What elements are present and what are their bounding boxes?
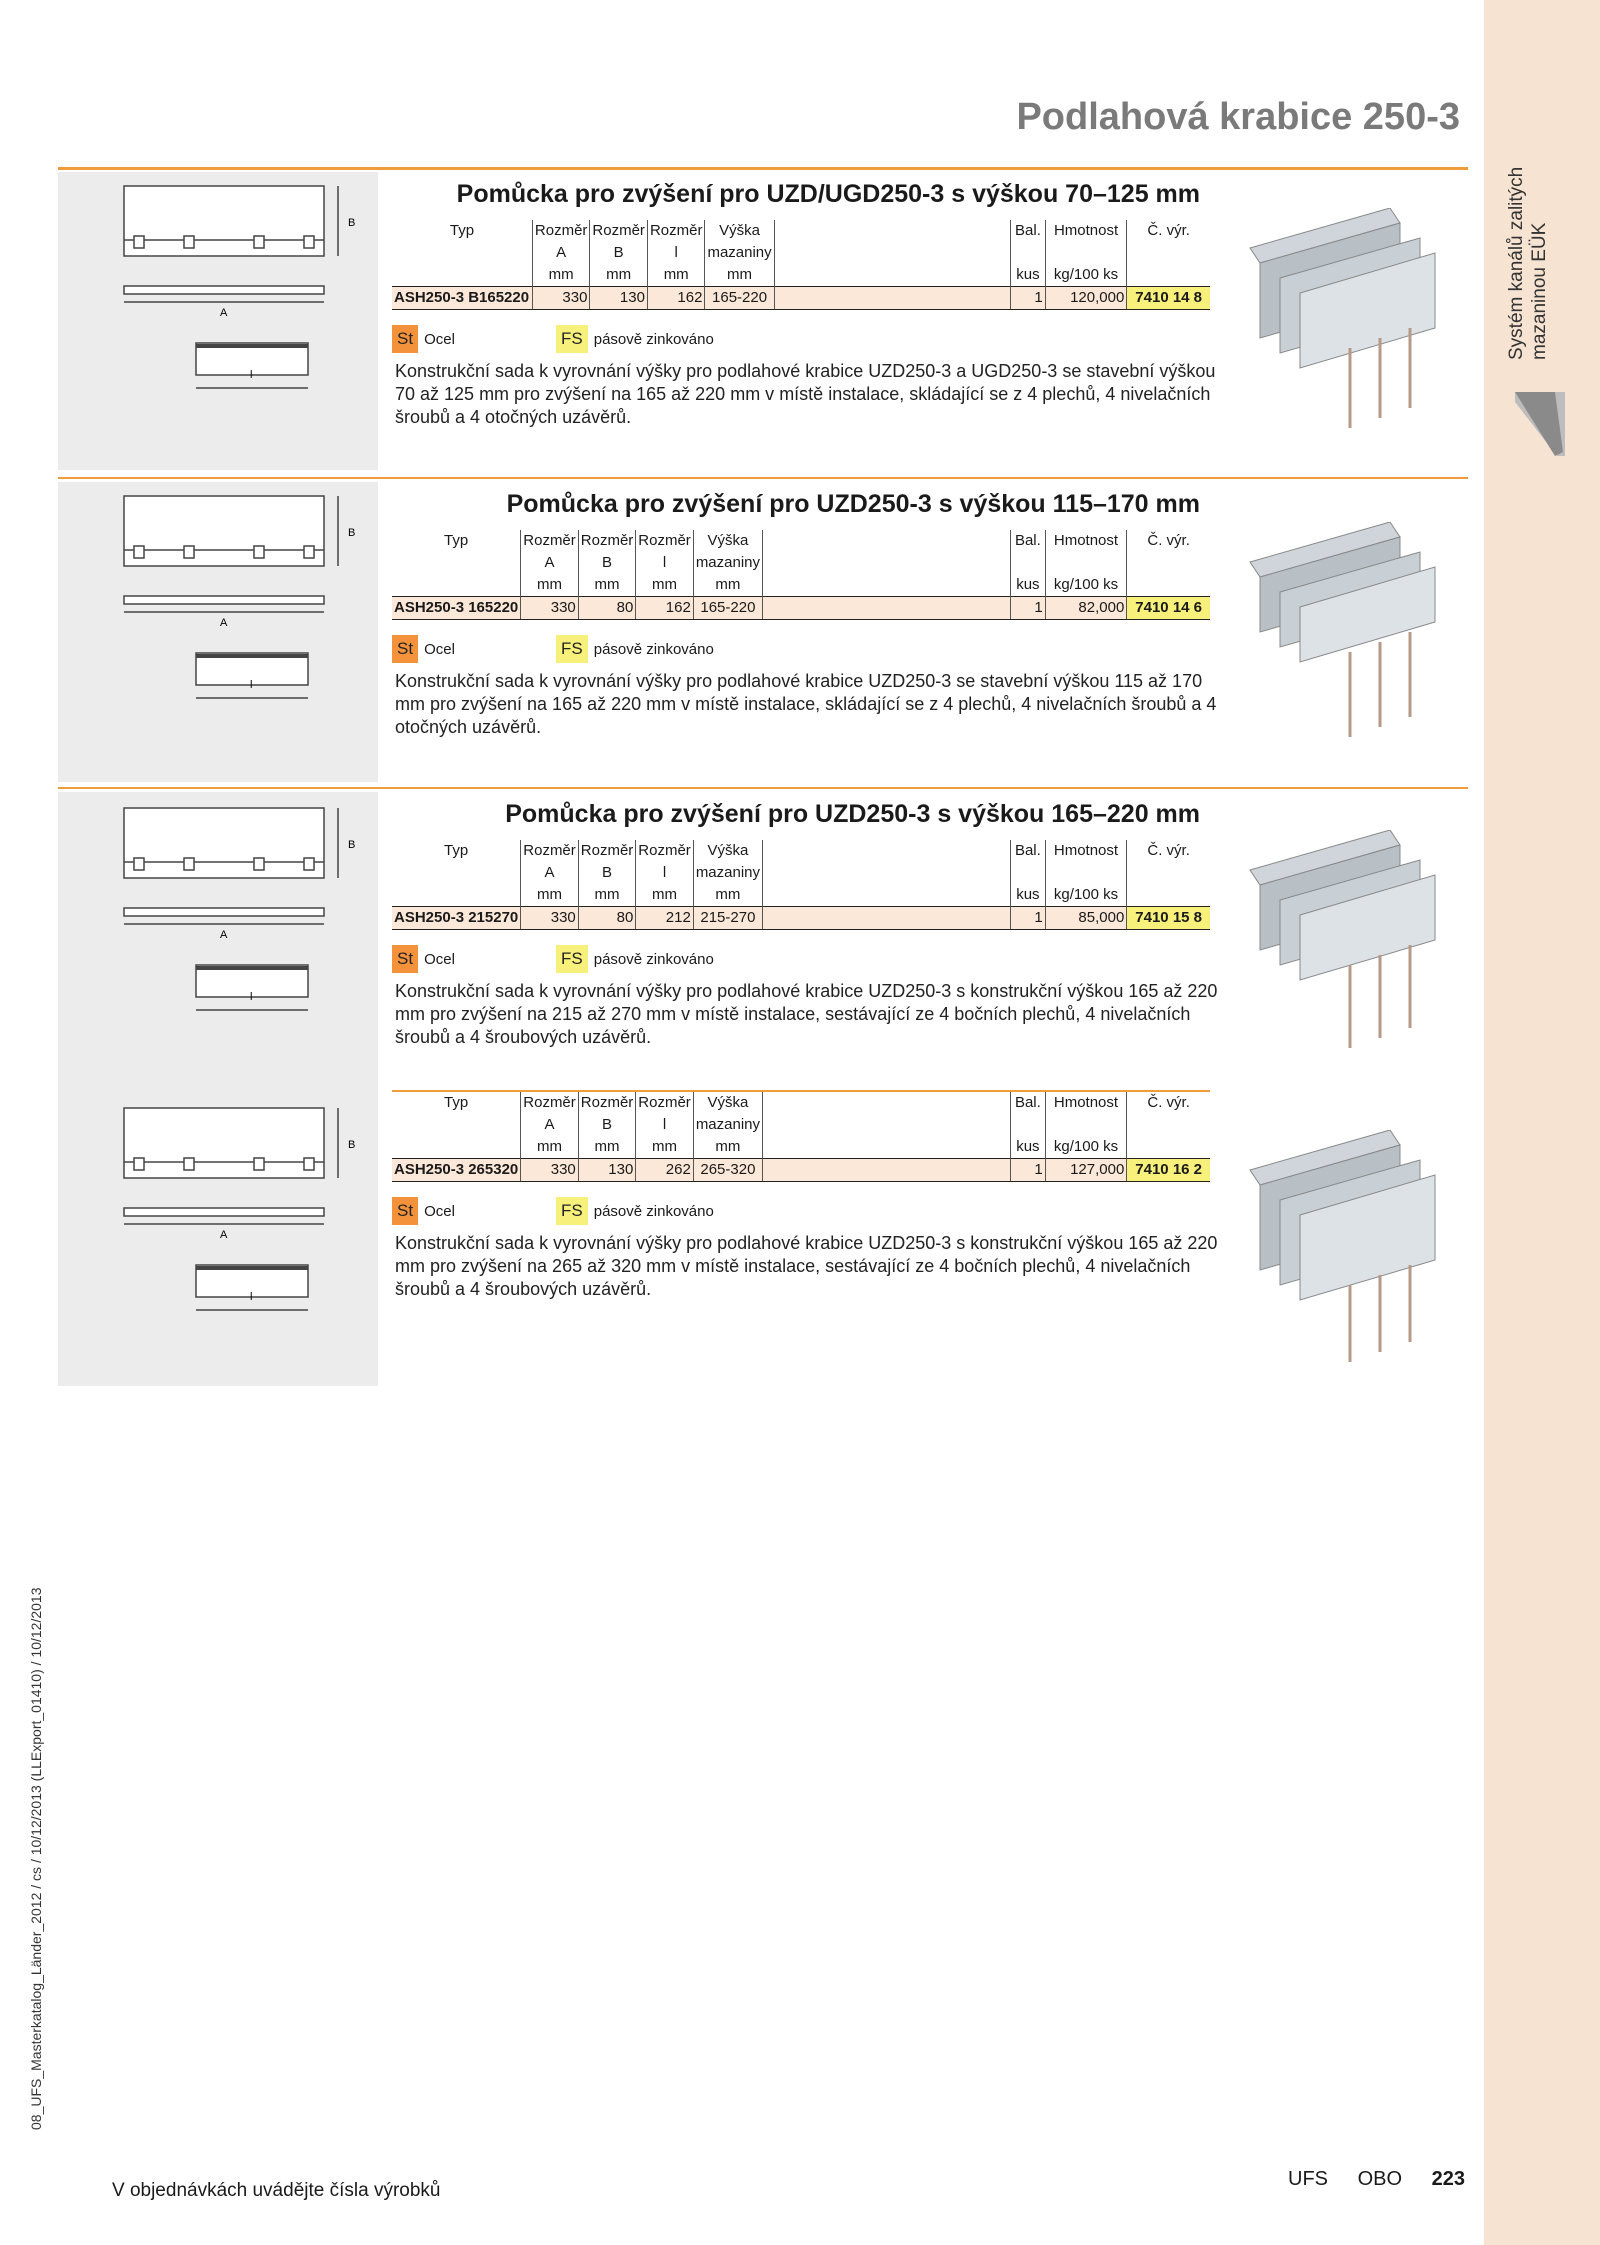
dim-label-l: l [250,991,253,1003]
header-b: Rozměr B [578,530,636,574]
page-title: Podlahová krabice 250-3 [1016,96,1460,138]
header-bal: Bal. [1011,220,1046,264]
section-divider [58,167,1468,170]
table-row: ASH250-3 215270 330 80 212 215-270 1 85,000 7410 15 8 [392,907,1210,930]
dim-label-l: l [250,369,253,381]
spec-table: Typ Rozměr A Rozměr B Rozměr l Výška mazaniny Bal. Hmotnost Č. výr. mm mm mm mm kus kg/100 ks ASH250-3 B165220 330 130 162 165-220 1 120,000 7410 14 8 [392,220,1210,310]
material-fs: FS pásově zinkováno [556,1197,714,1225]
product-type: ASH250-3 215270 [392,907,521,930]
article-number: 7410 16 2 [1127,1159,1210,1182]
material-st: St Ocel [392,1197,455,1225]
side-tab-text [1505,120,1565,360]
table-row: ASH250-3 265320 330 130 262 265-320 1 127,000 7410 16 2 [392,1159,1210,1182]
dimension-drawing-icon [100,488,360,788]
dimension-drawing-icon [100,178,360,478]
header-vyska: Výška mazaniny [693,530,762,574]
product-type: ASH250-3 265320 [392,1159,521,1182]
header-l: Rozměr l [636,840,694,884]
article-number: 7410 14 8 [1127,287,1210,310]
spec-table: Typ Rozměr A Rozměr B Rozměr l Výška mazaniny Bal. Hmotnost Č. výr. mm mm mm mm kus kg/100 ks ASH250-3 265320 330 130 262 265-320 1 127,000 7410 16 2 [392,1092,1210,1182]
article-number: 7410 15 8 [1127,907,1210,930]
brand-obo: OBO [1357,2168,1403,2190]
product-description: Konstrukční sada k vyrovnání výšky pro podlahové krabice UZD250-3 a UGD250-3 se stavební výškou 70 až 125 mm pro zvýšení na 165 až 220 mm v místě instalace, skládající se z 4 plechů, 4 nivelačních šroubů a 4 otočných uzávěrů. [395,361,1216,427]
material-st: St Ocel [392,325,455,353]
material-fs: FS pásově zinkováno [556,945,714,973]
material-fs: FS pásově zinkováno [556,635,714,663]
table-row: ASH250-3 165220 330 80 162 165-220 1 82,000 7410 14 6 [392,597,1210,620]
header-typ: Typ [444,1094,469,1111]
article-number: 7410 14 6 [1127,597,1210,620]
product-description: Konstrukční sada k vyrovnání výšky pro podlahové krabice UZD250-3 s konstrukční výškou 165 až 220 mm pro zvýšení na 265 až 320 mm v místě instalace, sestávající ze 4 bočních plechů, 4 nivelačních šroubů a 4 šroubových uzávěrů. [395,1233,1218,1299]
material-fs: FS pásově zinkováno [556,325,714,353]
product-photo-icon [1240,208,1440,438]
header-vyska: Výška mazaniny [705,220,774,264]
header-l: Rozměr l [636,530,694,574]
dim-label-b: B [348,217,356,229]
product-title: Pomůcka pro zvýšení pro UZD/UGD250-3 s výškou 70–125 mm [456,180,1200,208]
header-typ: Typ [444,842,469,859]
dim-label-a: A [220,929,228,941]
vertical-footnote: 08_UFS_Masterkatalog_Länder_2012 / cs / 10/12/2013 (LLExport_01410) / 10/12/2013 [28,1587,44,2130]
dim-label-a: A [220,1229,228,1241]
dim-label-b: B [348,527,356,539]
dim-label-a: A [220,617,228,629]
header-b: Rozměr B [578,840,636,884]
header-vyska: Výška mazaniny [693,840,762,884]
header-typ: Typ [444,532,469,549]
header-hmotnost: Hmotnost [1045,530,1127,574]
header-cvyr: Č. výr. [1127,220,1210,264]
page-number: 223 [1431,2168,1465,2190]
header-hmotnost: Hmotnost [1045,220,1127,264]
header-l: Rozměr l [647,220,705,264]
dim-label-l: l [250,679,253,691]
dimension-drawing-icon [100,800,360,1100]
spec-table: Typ Rozměr A Rozměr B Rozměr l Výška mazaniny Bal. Hmotnost Č. výr. mm mm mm mm kus kg/100 ks ASH250-3 165220 330 80 162 165-220 1 82,000 7410 14 6 [392,530,1210,620]
footer-note: V objednávkách uvádějte čísla výrobků [112,2180,441,2201]
dimension-drawing-icon [100,1100,360,1400]
header-cvyr: Č. výr. [1127,530,1210,574]
material-st: St Ocel [392,635,455,663]
footer-brand [1288,2168,1465,2191]
section-divider [58,477,1468,479]
header-hmotnost: Hmotnost [1045,1092,1127,1136]
product-photo-icon [1240,830,1440,1060]
material-st: St Ocel [392,945,455,973]
product-title: Pomůcka pro zvýšení pro UZD250-3 s výškou 165–220 mm [505,800,1200,828]
product-type: ASH250-3 165220 [392,597,521,620]
table-row: ASH250-3 B165220 330 130 162 165-220 1 120,000 7410 14 8 [392,287,1210,310]
section-marker-icon [1515,392,1565,456]
header-a: Rozměr A [532,220,590,264]
brand-ufs: UFS [1288,2168,1328,2190]
header-bal: Bal. [1011,840,1046,884]
spec-table: Typ Rozměr A Rozměr B Rozměr l Výška mazaniny Bal. Hmotnost Č. výr. mm mm mm mm kus kg/100 ks ASH250-3 215270 330 80 212 215-270 1 85,000 7410 15 8 [392,840,1210,930]
side-tab-line2: mazaninou EÜK [1529,222,1550,360]
header-bal: Bal. [1011,1092,1046,1136]
dim-label-l: l [250,1291,253,1303]
header-hmotnost: Hmotnost [1045,840,1127,884]
product-photo-icon [1240,1130,1440,1370]
dim-label-a: A [220,307,228,319]
header-a: Rozměr A [521,840,579,884]
product-title: Pomůcka pro zvýšení pro UZD250-3 s výškou 115–170 mm [506,490,1200,518]
header-a: Rozměr A [521,530,579,574]
header-l: Rozměr l [636,1092,694,1136]
header-cvyr: Č. výr. [1127,840,1210,884]
header-b: Rozměr B [590,220,648,264]
product-type: ASH250-3 B165220 [392,287,532,310]
header-typ: Typ [449,222,475,239]
header-bal: Bal. [1011,530,1046,574]
product-description: Konstrukční sada k vyrovnání výšky pro podlahové krabice UZD250-3 se stavební výškou 115 až 170 mm pro zvýšení na 165 až 220 mm v místě instalace, skládající se z 4 plechů, 4 nivelačních šroubů a 4 otočných uzávěrů. [395,671,1217,737]
dim-label-b: B [348,839,356,851]
header-vyska: Výška mazaniny [693,1092,762,1136]
header-b: Rozměr B [578,1092,636,1136]
side-tab-line1: Systém kanálů zalitých [1506,166,1527,360]
product-description: Konstrukční sada k vyrovnání výšky pro podlahové krabice UZD250-3 s konstrukční výškou 165 až 220 mm pro zvýšení na 215 až 270 mm v místě instalace, sestávající ze 4 bočních plechů, 4 nivelačních šroubů a 4 šroubových uzávěrů. [395,981,1218,1047]
header-a: Rozměr A [521,1092,579,1136]
section-divider [58,787,1468,789]
product-photo-icon [1240,522,1440,752]
header-cvyr: Č. výr. [1127,1092,1210,1136]
dim-label-b: B [348,1139,356,1151]
